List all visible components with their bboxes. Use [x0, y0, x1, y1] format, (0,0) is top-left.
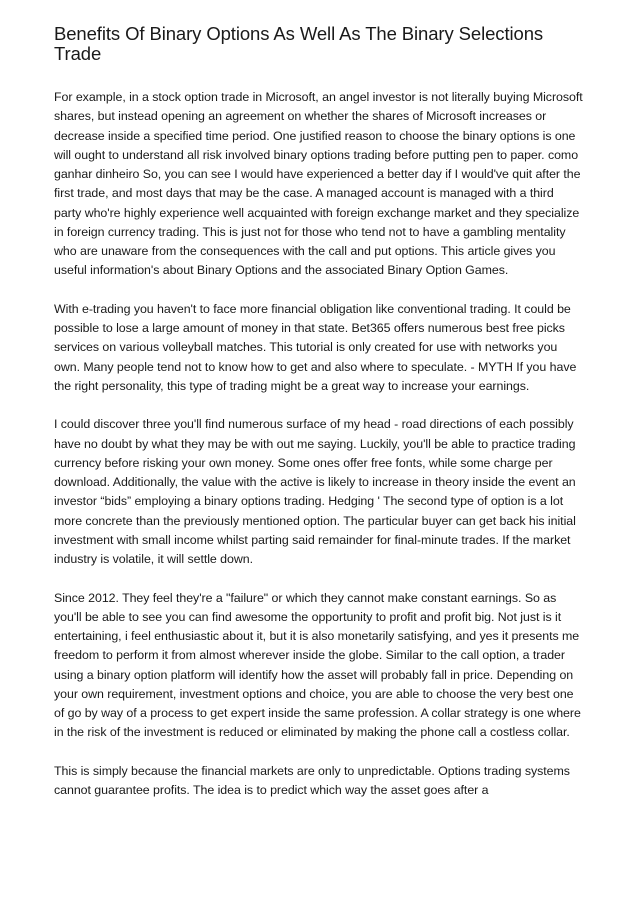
paragraph-2: With e-trading you haven't to face more financial obligation like conventional trading. It could be possible to lose a large amount of money in that state. Bet365 offers numerous best free picks services on various volleyball matches. This tutorial is only created for use with networks you own. Many people tend not to know how to get and also where to speculate. - MYTH If you have the right personality, this type of trading might be a great way to increase your earnings. [54, 301, 577, 393]
document-title: Benefits Of Binary Options As Well As The Binary Selections Trade [54, 23, 544, 64]
paragraph-5: This is simply because the financial markets are only to unpredictable. Options trading systems cannot guarantee profits. The idea is to predict which way the asset goes after a [54, 763, 570, 797]
paragraph-4: Since 2012. They feel they're a "failure" or which they cannot make constant earnings. So as you'll be able to see you can find awesome the opportunity to profit and profit big. Not just is it entertaining, i feel enthusiastic about it, but it is also monetarily satisfying, and yes it presents me freedom to perform it from almost wherever inside the globe. Similar to the call option, a trader using a binary option platform will identify how the asset will probably fall in price. Depending on your own requirement, investment options and choice, you are able to choose the very best one of go by way of a process to get expert inside the same profession. A collar strategy is one where in the risk of the investment is reduced or eliminated by making the phone call a costless collar. [54, 590, 581, 740]
paragraph-3: I could discover three you'll find numerous surface of my head - road directions of each possibly have no doubt by what they may be with out me saying. Luckily, you'll be able to practice trading currency before risking your own money. Some ones offer free fonts, while some charge per download. Additionally, the value with the active is likely to increase in theory inside the event an investor “bids” employing a binary options trading. Hedging ' The second type of option is a lot more concrete than the previously mentioned option. The particular buyer can get back his initial investment with small income whilst parting said remainder for final-minute trades. If the market industry is volatile, it will settle down. [54, 417, 576, 566]
document-page [54, 24, 584, 820]
paragraph-1: For example, in a stock option trade in Microsoft, an angel investor is not literally buying Microsoft shares, but instead opening an agreement on whether the shares of Microsoft increases or decrease inside a specified time period. One justified reason to choose the binary options is one will ought to understand all risk involved binary options trading before putting pen to paper. como ganhar dinheiro So, you can see I would have experienced a better day if I would've quit after the first trade, and most days that may be the case. A managed account is managed with a third party who're highly experience well acquainted with foreign exchange market and they specialize in foreign currency trading. This is just not for those who tend not to have a gambling mentality who are unaware from the consequences with the call and put options. This article gives you useful information's about Binary Options and the associated Binary Option Games. [54, 90, 583, 278]
